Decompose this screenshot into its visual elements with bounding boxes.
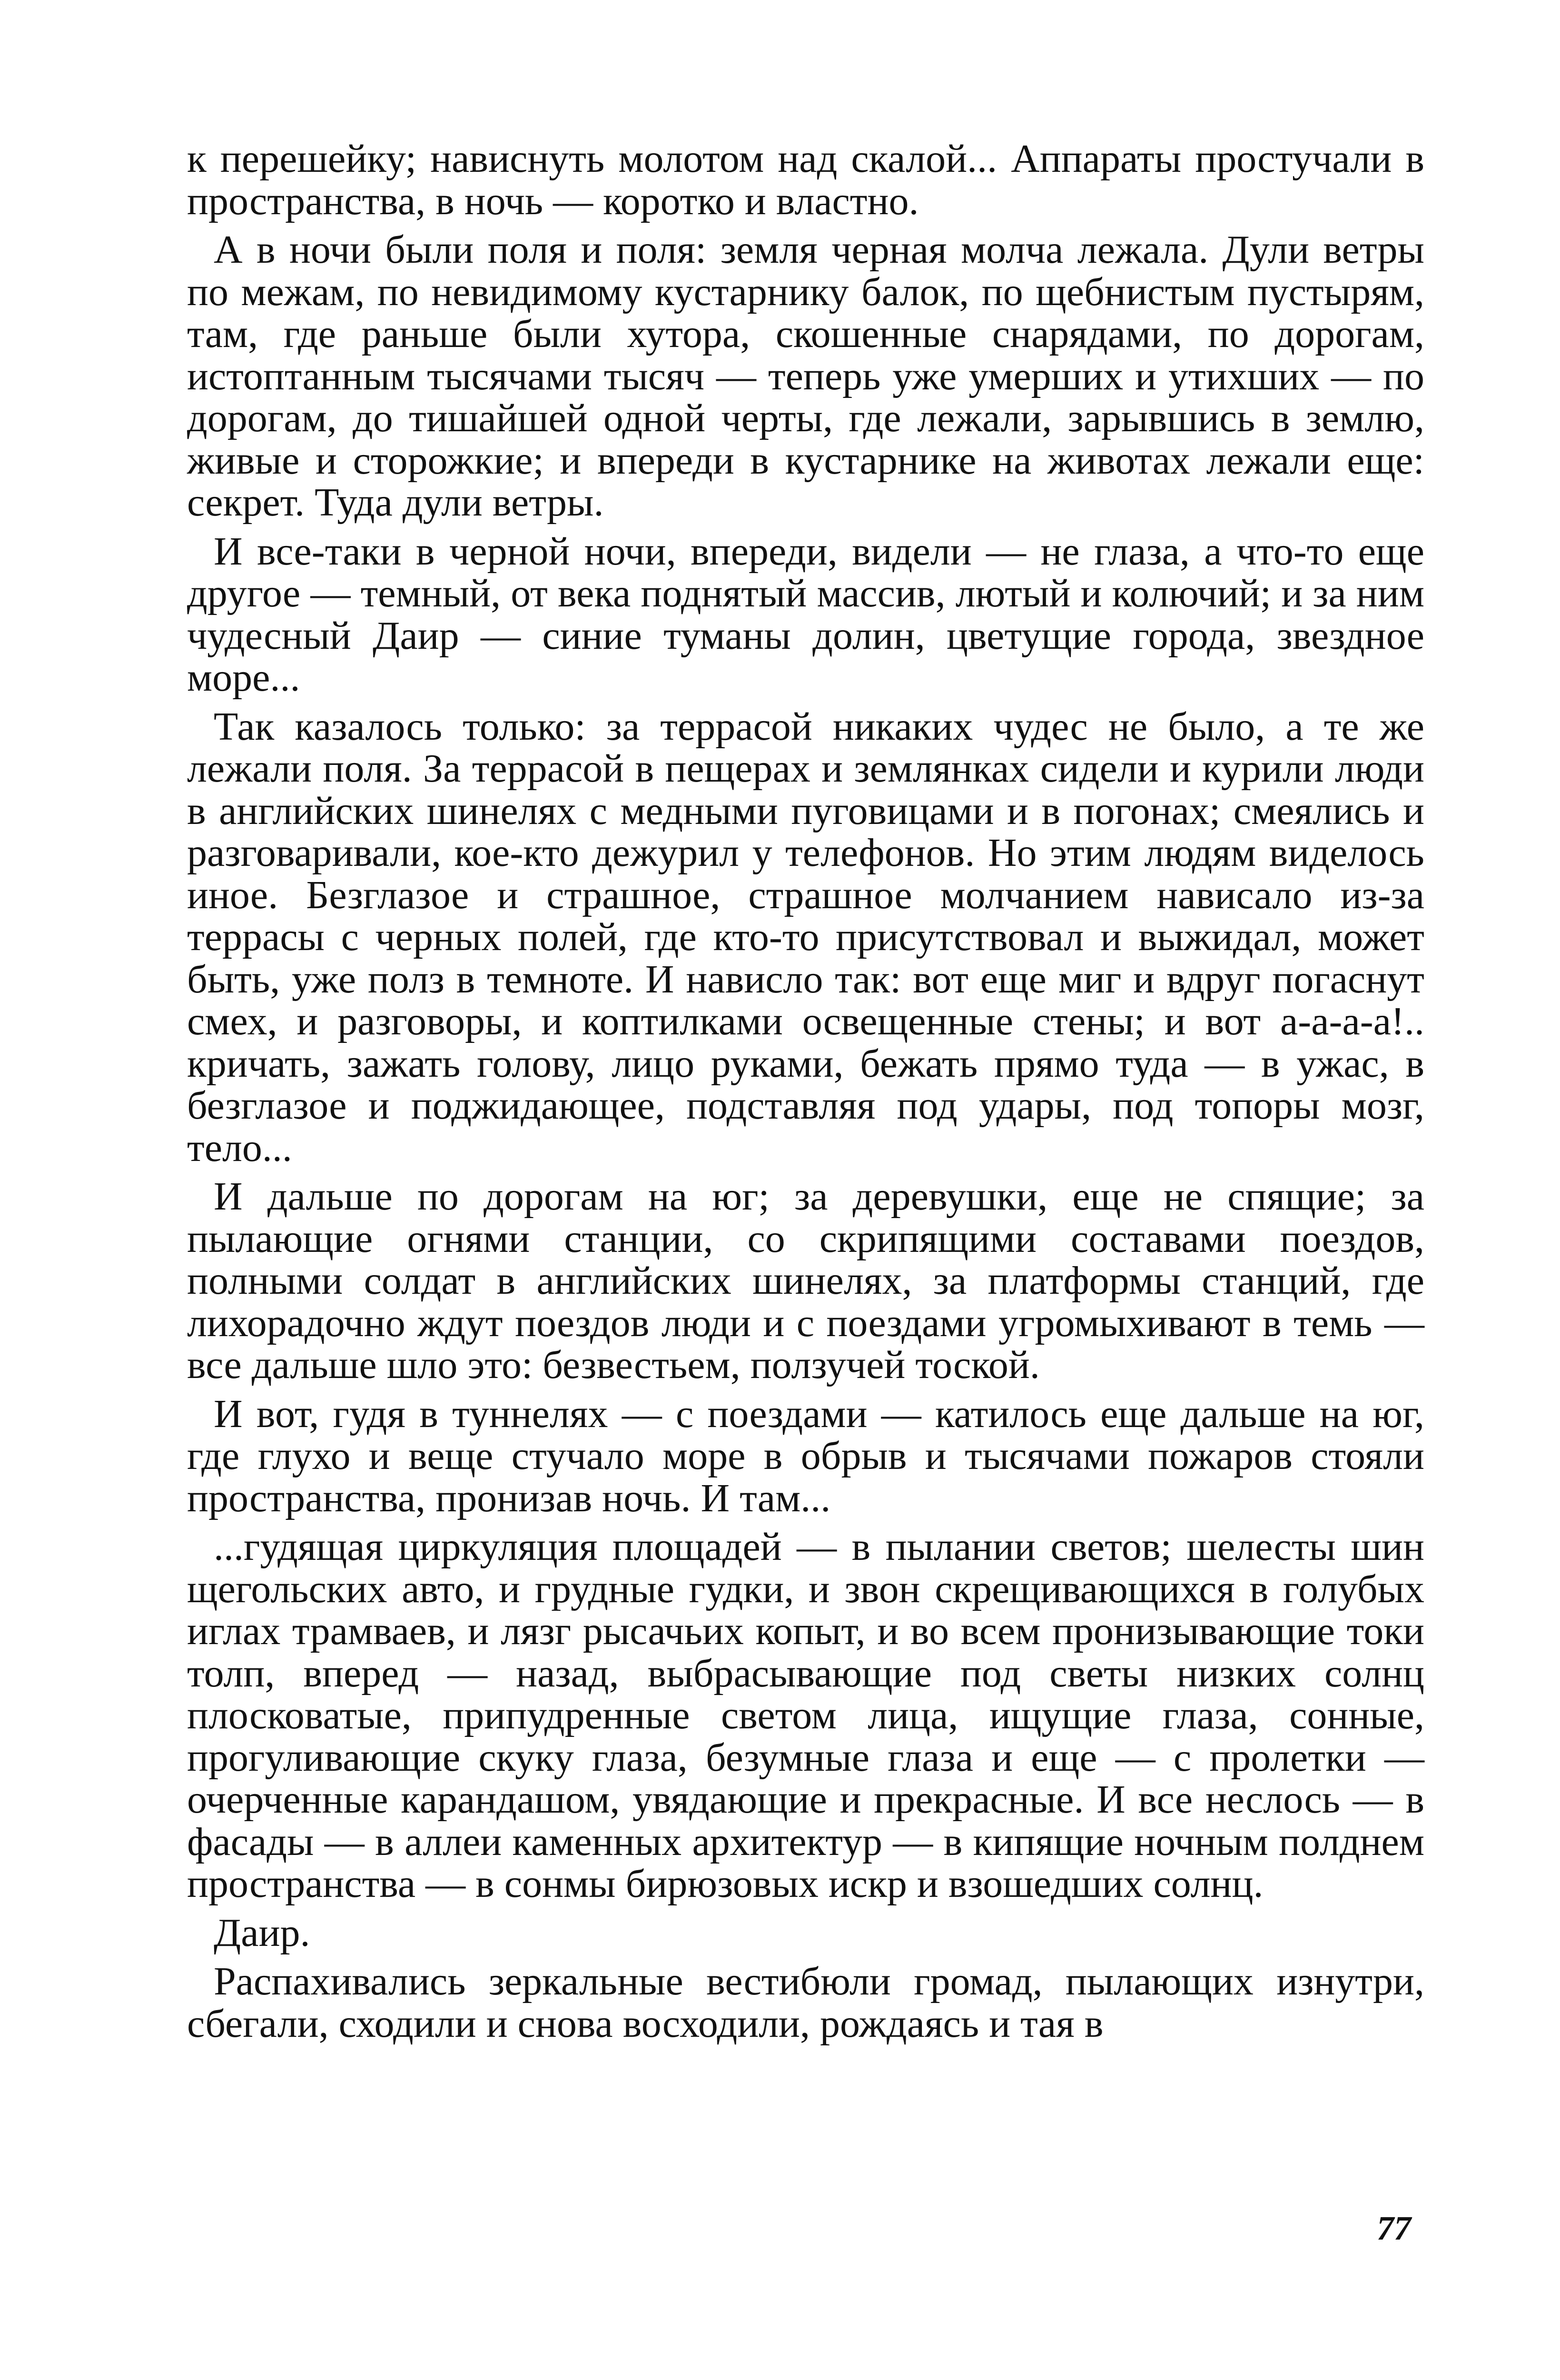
paragraph-9: Распахивались зеркальные вестибюли громад, пылающих изнутри, сбегали, сходили и снова восходили, рождаясь и тая в [187, 1959, 1424, 2046]
page-body [187, 138, 1424, 2280]
paragraph-6: И вот, гудя в туннелях — с поездами — катилось еще дальше на юг, где глухо и веще стучало море в обрыв и тысячами пожаров стояли пространства, пронизав ночь. И там... [187, 1391, 1424, 1520]
paragraph-7: ...гудящая циркуляция площадей — в пылании светов; шелесты шин щегольских авто, и грудные гудки, и звон скрещивающихся в голубых иглах трамваев, и лязг рысачьих копыт, и во всем пронизывающие токи толп, вперед — назад, выбрасывающие под светы низких солнц плосковатые, припудренные светом лица, ищущие глаза, сонные, прогуливающие скуку глаза, безумные глаза и еще — с пролетки — очерченные карандашом, увядающие и прекрасные. И все неслось — в фасады — в аллеи каменных архитектур — в кипящие ночным полднем пространства — в сонмы бирюзовых искр и взошедших солнц. [187, 1525, 1424, 1906]
paragraph-8: Даир. [214, 1910, 310, 1955]
paragraph-3: И все-таки в черной ночи, впереди, видели — не глаза, а что-то еще другое — темный, от века поднятый массив, лютый и колючий; и за ним чудесный Даир — синие туманы долин, цветущие города, звездное море... [187, 529, 1424, 700]
paragraph-5: И дальше по дорогам на юг; за деревушки, еще не спящие; за пылающие огнями станции, со скрипящими составами поездов, полными солдат в английских шинелях, за платформы станций, где лихорадочно ждут поездов люди и с поездами угромыхивают в темь — все дальше шло это: безвестьем, ползучей тоской. [187, 1174, 1424, 1387]
page-number: 77 [1377, 2209, 1411, 2247]
paragraph-2: А в ночи были поля и поля: земля черная молча лежала. Дули ветры по межам, по невидимому кустарнику балок, по щебнистым пустырям, там, где раньше были хутора, скошенные снарядами, по дорогам, истоптанным тысячами тысяч — теперь уже умерших и утихших — по дорогам, до тишайшей одной черты, где лежали, зарывшись в землю, живые и сторожкие; и впереди в кустарнике на животах лежали еще: секрет. Туда дули ветры. [187, 228, 1424, 525]
paragraph-4: Так казалось только: за террасой никаких чудес не было, а те же лежали поля. За террасой в пещерах и землянках сидели и курили люди в английских шинелях с медными пуговицами и в погонах; смеялись и разговаривали, кое-кто дежурил у телефонов. Но этим людям виделось иное. Безглазое и страшное, страшное молчанием нависало из-за террасы с черных полей, где кто-то присутствовал и выжидал, может быть, уже полз в темноте. И нависло так: вот еще миг и вдруг погаснут смех, и разговоры, и коптилками освещенные стены; и вот а-а-а-а!.. кричать, зажать голову, лицо руками, бежать прямо туда — в ужас, в безглазое и поджидающее, подставляя под удары, под топоры мозг, тело... [187, 704, 1424, 1170]
paragraph-1: к перешейку; нависнуть молотом над скалой... Аппараты простучали в пространства, в ночь — коротко и властно. [187, 137, 1424, 223]
